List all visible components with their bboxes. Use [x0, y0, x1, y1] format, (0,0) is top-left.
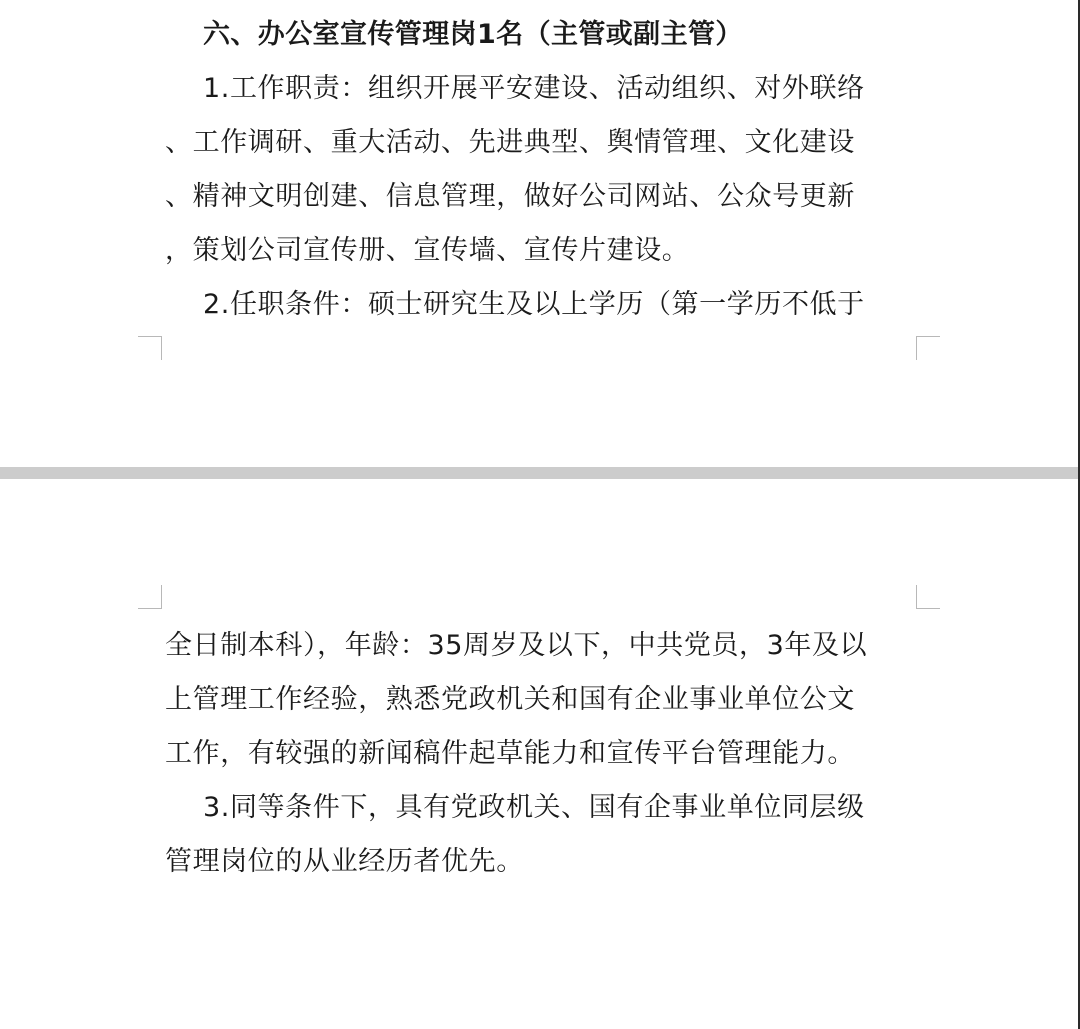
paragraph-line: 全日制本科），年龄：35周岁及以下，中共党员，3年及以 — [165, 630, 868, 661]
paragraph-line: 管理岗位的从业经历者优先。 — [165, 846, 524, 877]
paragraph-line: 3.同等条件下，具有党政机关、国有企事业单位同层级 — [203, 792, 865, 823]
paragraph-line: 、精神文明创建、信息管理，做好公司网站、公众号更新 — [165, 181, 855, 212]
section-heading: 六、办公室宣传管理岗1名（主管或副主管） — [203, 19, 743, 50]
paragraph-line: ，策划公司宣传册、宣传墙、宣传片建设。 — [165, 235, 690, 266]
paragraph-line: 2.任职条件：硕士研究生及以上学历（第一学历不低于 — [203, 289, 865, 320]
paragraph-line: 、工作调研、重大活动、先进典型、舆情管理、文化建设 — [165, 127, 855, 158]
paragraph-line: 1.工作职责：组织开展平安建设、活动组织、对外联络 — [203, 73, 865, 104]
document-page-1 — [0, 0, 1078, 467]
document-page-2 — [0, 479, 1078, 1029]
page-separator — [0, 467, 1078, 479]
paragraph-line: 工作，有较强的新闻稿件起草能力和宣传平台管理能力。 — [165, 738, 855, 769]
paragraph-line: 上管理工作经验，熟悉党政机关和国有企业事业单位公文 — [165, 684, 855, 715]
